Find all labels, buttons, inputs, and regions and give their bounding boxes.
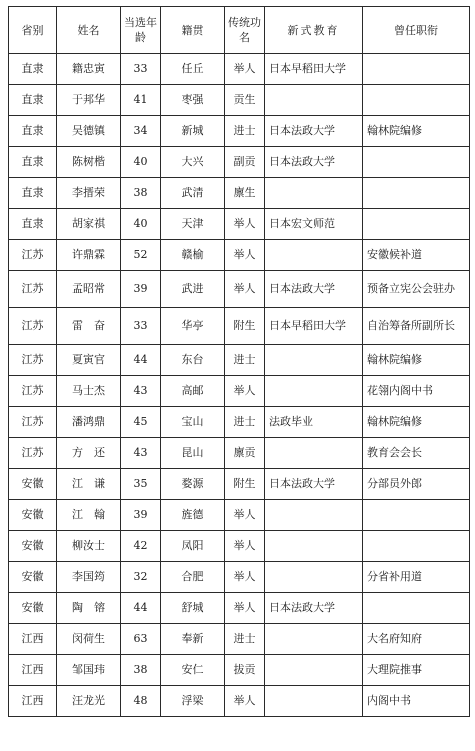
- native-place-cell: 高邮: [161, 376, 225, 407]
- age-cell: 63: [121, 624, 161, 655]
- province-cell: 江苏: [9, 438, 57, 469]
- province-cell: 安徽: [9, 500, 57, 531]
- age-cell: 44: [121, 345, 161, 376]
- degree-cell: 举人: [225, 500, 265, 531]
- former-post-cell: [363, 54, 470, 85]
- education-cell: 法政毕业: [265, 407, 363, 438]
- degree-cell: 举人: [225, 209, 265, 240]
- native-place-cell: 赣榆: [161, 240, 225, 271]
- degree-cell: 进士: [225, 345, 265, 376]
- former-post-cell: 大名府知府: [363, 624, 470, 655]
- province-cell: 直隶: [9, 178, 57, 209]
- table-row: [9, 116, 470, 147]
- name-cell: 闵荷生: [57, 624, 121, 655]
- province-cell: 直隶: [9, 209, 57, 240]
- degree-cell: 举人: [225, 686, 265, 717]
- age-cell: 48: [121, 686, 161, 717]
- province-cell: 江苏: [9, 376, 57, 407]
- province-cell: 江西: [9, 655, 57, 686]
- former-post-cell: 分部员外郎: [363, 469, 470, 500]
- name-cell: 孟昭常: [57, 271, 121, 308]
- age-cell: 41: [121, 85, 161, 116]
- age-cell: 40: [121, 209, 161, 240]
- age-cell: 38: [121, 178, 161, 209]
- table-row: [9, 308, 470, 345]
- province-cell: 直隶: [9, 147, 57, 178]
- former-post-cell: 分省补用道: [363, 562, 470, 593]
- table-container: [8, 6, 470, 717]
- age-cell: 52: [121, 240, 161, 271]
- education-cell: [265, 438, 363, 469]
- education-cell: 日本早稻田大学: [265, 54, 363, 85]
- native-place-cell: 东台: [161, 345, 225, 376]
- education-cell: [265, 655, 363, 686]
- former-post-cell: [363, 209, 470, 240]
- header-province: 省别: [9, 7, 57, 54]
- name-cell: 江 翰: [57, 500, 121, 531]
- header-row: [9, 7, 470, 54]
- name-cell: 李搢荣: [57, 178, 121, 209]
- table-row: [9, 407, 470, 438]
- former-post-cell: 翰林院编修: [363, 116, 470, 147]
- table-row: [9, 271, 470, 308]
- table-row: [9, 178, 470, 209]
- province-cell: 安徽: [9, 593, 57, 624]
- native-place-cell: 华亭: [161, 308, 225, 345]
- former-post-cell: [363, 593, 470, 624]
- age-cell: 34: [121, 116, 161, 147]
- name-cell: 雷 奋: [57, 308, 121, 345]
- table-row: [9, 500, 470, 531]
- degree-cell: 附生: [225, 469, 265, 500]
- age-cell: 39: [121, 500, 161, 531]
- education-cell: [265, 562, 363, 593]
- native-place-cell: 宝山: [161, 407, 225, 438]
- native-place-cell: 武进: [161, 271, 225, 308]
- age-cell: 32: [121, 562, 161, 593]
- name-cell: 李国筠: [57, 562, 121, 593]
- age-cell: 33: [121, 54, 161, 85]
- education-cell: 日本法政大学: [265, 116, 363, 147]
- table-row: [9, 85, 470, 116]
- age-cell: 33: [121, 308, 161, 345]
- age-cell: 43: [121, 438, 161, 469]
- education-cell: [265, 500, 363, 531]
- age-cell: 45: [121, 407, 161, 438]
- education-cell: [265, 376, 363, 407]
- degree-cell: 附生: [225, 308, 265, 345]
- table-row: [9, 469, 470, 500]
- native-place-cell: 安仁: [161, 655, 225, 686]
- former-post-cell: [363, 531, 470, 562]
- name-cell: 许鼎霖: [57, 240, 121, 271]
- education-cell: 日本法政大学: [265, 147, 363, 178]
- name-cell: 邹国玮: [57, 655, 121, 686]
- former-post-cell: 教育会会长: [363, 438, 470, 469]
- native-place-cell: 婺源: [161, 469, 225, 500]
- former-post-cell: 翰林院编修: [363, 345, 470, 376]
- age-cell: 44: [121, 593, 161, 624]
- table-row: [9, 240, 470, 271]
- native-place-cell: 新城: [161, 116, 225, 147]
- province-cell: 直隶: [9, 85, 57, 116]
- province-cell: 江苏: [9, 240, 57, 271]
- degree-cell: 进士: [225, 624, 265, 655]
- province-cell: 直隶: [9, 54, 57, 85]
- province-cell: 直隶: [9, 116, 57, 147]
- native-place-cell: 昆山: [161, 438, 225, 469]
- name-cell: 于邦华: [57, 85, 121, 116]
- name-cell: 陈树楷: [57, 147, 121, 178]
- education-cell: [265, 686, 363, 717]
- education-cell: [265, 624, 363, 655]
- former-post-cell: 预备立宪公会驻办: [363, 271, 470, 308]
- education-cell: [265, 240, 363, 271]
- table-row: [9, 531, 470, 562]
- degree-cell: 廪贡: [225, 438, 265, 469]
- native-place-cell: 大兴: [161, 147, 225, 178]
- header-traditional-degree: 传统功名: [225, 7, 265, 54]
- age-cell: 43: [121, 376, 161, 407]
- native-place-cell: 任丘: [161, 54, 225, 85]
- degree-cell: 拔贡: [225, 655, 265, 686]
- header-name: 姓名: [57, 7, 121, 54]
- native-place-cell: 浮梁: [161, 686, 225, 717]
- degree-cell: 举人: [225, 240, 265, 271]
- province-cell: 江苏: [9, 345, 57, 376]
- former-post-cell: [363, 85, 470, 116]
- native-place-cell: 奉新: [161, 624, 225, 655]
- table-row: [9, 686, 470, 717]
- education-cell: [265, 345, 363, 376]
- province-cell: 江西: [9, 624, 57, 655]
- councillor-table: [8, 6, 470, 717]
- name-cell: 籍忠寅: [57, 54, 121, 85]
- former-post-cell: [363, 500, 470, 531]
- name-cell: 潘鸿鼎: [57, 407, 121, 438]
- name-cell: 江 谦: [57, 469, 121, 500]
- name-cell: 夏寅官: [57, 345, 121, 376]
- header-native-place: 籍贯: [161, 7, 225, 54]
- former-post-cell: 安徽候补道: [363, 240, 470, 271]
- degree-cell: 副贡: [225, 147, 265, 178]
- name-cell: 方 还: [57, 438, 121, 469]
- age-cell: 40: [121, 147, 161, 178]
- education-cell: 日本法政大学: [265, 593, 363, 624]
- education-cell: 日本早稻田大学: [265, 308, 363, 345]
- education-cell: 日本宏文师范: [265, 209, 363, 240]
- table-row: [9, 376, 470, 407]
- native-place-cell: 舒城: [161, 593, 225, 624]
- education-cell: [265, 85, 363, 116]
- native-place-cell: 武清: [161, 178, 225, 209]
- degree-cell: 举人: [225, 376, 265, 407]
- name-cell: 马士杰: [57, 376, 121, 407]
- degree-cell: 举人: [225, 531, 265, 562]
- province-cell: 安徽: [9, 531, 57, 562]
- former-post-cell: 花翎内阁中书: [363, 376, 470, 407]
- education-cell: 日本法政大学: [265, 469, 363, 500]
- former-post-cell: 翰林院编修: [363, 407, 470, 438]
- table-row: [9, 54, 470, 85]
- degree-cell: 举人: [225, 562, 265, 593]
- native-place-cell: 天津: [161, 209, 225, 240]
- table-row: [9, 209, 470, 240]
- native-place-cell: 凤阳: [161, 531, 225, 562]
- native-place-cell: 枣强: [161, 85, 225, 116]
- name-cell: 胡家祺: [57, 209, 121, 240]
- age-cell: 42: [121, 531, 161, 562]
- table-row: [9, 147, 470, 178]
- age-cell: 38: [121, 655, 161, 686]
- province-cell: 江苏: [9, 407, 57, 438]
- former-post-cell: 大理院推事: [363, 655, 470, 686]
- education-cell: 日本法政大学: [265, 271, 363, 308]
- province-cell: 安徽: [9, 469, 57, 500]
- name-cell: 汪龙光: [57, 686, 121, 717]
- header-former-post: 曾任职衔: [363, 7, 470, 54]
- age-cell: 39: [121, 271, 161, 308]
- education-cell: [265, 178, 363, 209]
- name-cell: 吴德镇: [57, 116, 121, 147]
- degree-cell: 进士: [225, 407, 265, 438]
- degree-cell: 贡生: [225, 85, 265, 116]
- name-cell: 陶 镕: [57, 593, 121, 624]
- header-modern-education: 新式教育: [265, 7, 363, 54]
- header-age: 当选年龄: [121, 7, 161, 54]
- former-post-cell: [363, 178, 470, 209]
- age-cell: 35: [121, 469, 161, 500]
- former-post-cell: 自治筹备所副所长: [363, 308, 470, 345]
- former-post-cell: 内阁中书: [363, 686, 470, 717]
- native-place-cell: 合肥: [161, 562, 225, 593]
- education-cell: [265, 531, 363, 562]
- province-cell: 安徽: [9, 562, 57, 593]
- degree-cell: 举人: [225, 593, 265, 624]
- degree-cell: 进士: [225, 116, 265, 147]
- table-row: [9, 438, 470, 469]
- native-place-cell: 旌德: [161, 500, 225, 531]
- table-row: [9, 593, 470, 624]
- province-cell: 江苏: [9, 308, 57, 345]
- province-cell: 江西: [9, 686, 57, 717]
- table-row: [9, 624, 470, 655]
- province-cell: 江苏: [9, 271, 57, 308]
- degree-cell: 举人: [225, 271, 265, 308]
- degree-cell: 廪生: [225, 178, 265, 209]
- table-row: [9, 345, 470, 376]
- former-post-cell: [363, 147, 470, 178]
- table-row: [9, 655, 470, 686]
- table-row: [9, 562, 470, 593]
- degree-cell: 举人: [225, 54, 265, 85]
- name-cell: 柳汝士: [57, 531, 121, 562]
